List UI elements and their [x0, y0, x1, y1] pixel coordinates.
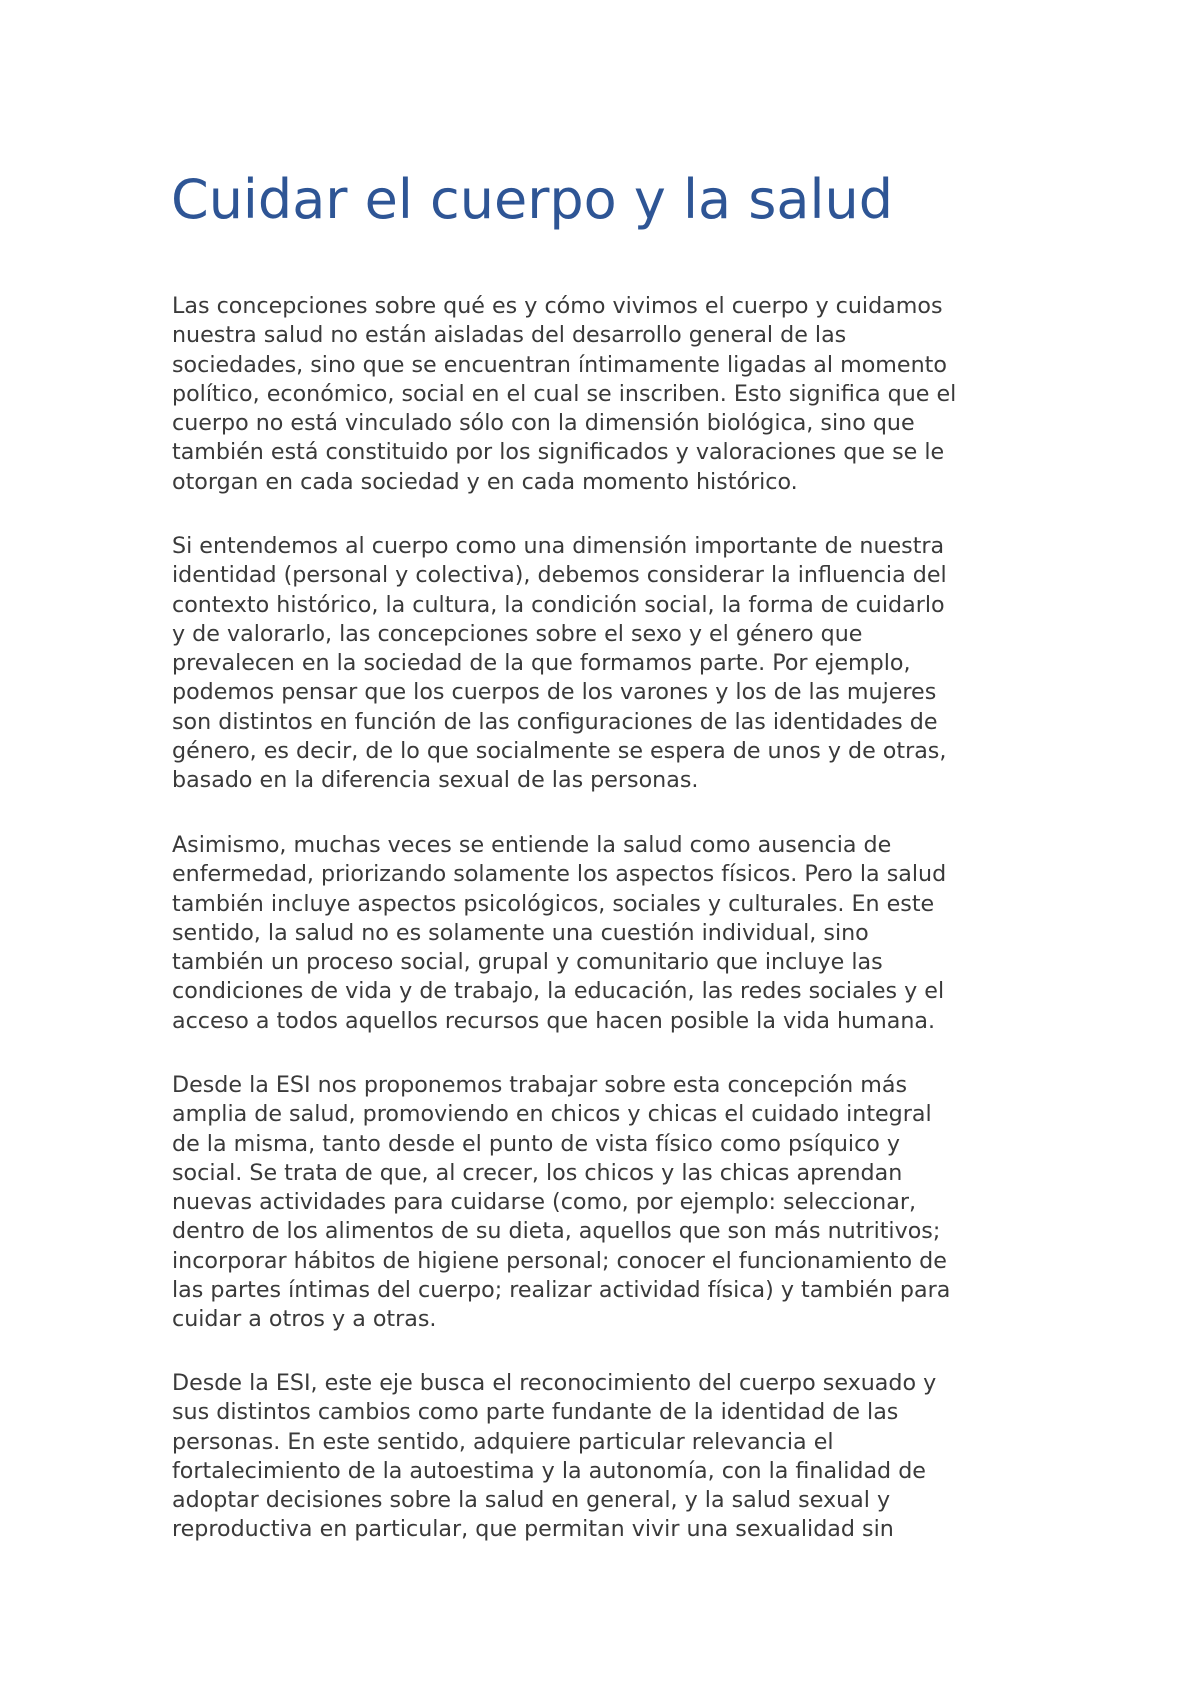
text-line: cuidar a otros y a otras.	[172, 1306, 437, 1333]
paragraph-body-identidad	[172, 532, 1052, 796]
text-line: sentido, la salud no es solamente una cuestión individual, sino	[172, 919, 869, 946]
text-line: Desde la ESI nos proponemos trabajar sobre esta concepción más	[172, 1072, 908, 1098]
text-line: contexto histórico, la cultura, la condición social, la forma de cuidarlo	[172, 591, 945, 618]
text-line: y de valorarlo, las concepciones sobre el sexo y el género que	[172, 620, 863, 647]
text-line: dentro de los alimentos de su dieta, aquellos que son más nutritivos;	[172, 1218, 941, 1245]
text-line: sociedades, sino que se encuentran íntimamente ligadas al momento	[172, 351, 947, 378]
text-line: también está constituido por los significados y valoraciones que se le	[172, 439, 945, 466]
text-line: amplia de salud, promoviendo en chicos y chicas el cuidado integral	[172, 1101, 932, 1128]
text-line: acceso a todos aquellos recursos que hacen posible la vida humana.	[172, 1007, 936, 1034]
text-line: cuerpo no está vinculado sólo con la dimensión biológica, sino que	[172, 410, 915, 437]
text-line: también incluye aspectos psicológicos, sociales y culturales. En este	[172, 890, 935, 917]
text-line: incorporar hábitos de higiene personal; conocer el funcionamiento de	[172, 1247, 947, 1274]
text-line: personas. En este sentido, adquiere particular relevancia el	[172, 1428, 834, 1455]
page-title: Cuidar el cuerpo y la salud	[171, 168, 893, 231]
paragraph-body-esi-cuerpo	[172, 1369, 1052, 1545]
paragraph-body-concepciones	[172, 292, 1052, 497]
text-line: podemos pensar que los cuerpos de los varones y los de las mujeres	[172, 679, 937, 706]
text-line: también un proceso social, grupal y comunitario que incluye las	[172, 949, 883, 976]
text-line: prevalecen en la sociedad de la que formamos parte. Por ejemplo,	[172, 650, 911, 677]
text-line: otorgan en cada sociedad y en cada momento histórico.	[172, 468, 798, 495]
text-line: basado en la diferencia sexual de las personas.	[172, 767, 699, 794]
text-line: Si entendemos al cuerpo como una dimensión importante de nuestra	[172, 533, 945, 559]
text-line: político, económico, social en el cual se inscriben. Esto significa que el	[172, 380, 957, 407]
text-line: fortalecimiento de la autoestima y la autonomía, con la finalidad de	[172, 1457, 926, 1484]
text-line: adoptar decisiones sobre la salud en general, y la salud sexual y	[172, 1487, 891, 1514]
text-line: Asimismo, muchas veces se entiende la salud como ausencia de	[172, 832, 892, 858]
text-line: nuestra salud no están aisladas del desarrollo general de las	[172, 322, 847, 349]
text-line: de la misma, tanto desde el punto de vista físico como psíquico y	[172, 1130, 901, 1157]
text-line: sus distintos cambios como parte fundante de la identidad de las	[172, 1399, 899, 1426]
paragraph-body-salud	[172, 831, 1052, 1036]
paragraph-body-esi-salud	[172, 1071, 1052, 1335]
text-line: nuevas actividades para cuidarse (como, por ejemplo: seleccionar,	[172, 1189, 917, 1216]
text-line: Las concepciones sobre qué es y cómo vivimos el cuerpo y cuidamos	[172, 293, 943, 319]
text-line: las partes íntimas del cuerpo; realizar actividad física) y también para	[172, 1277, 951, 1304]
text-line: social. Se trata de que, al crecer, los chicos y las chicas aprendan	[172, 1159, 903, 1186]
text-line: son distintos en función de las configuraciones de las identidades de	[172, 708, 938, 735]
text-line: reproductiva en particular, que permitan vivir una sexualidad sin	[172, 1516, 894, 1543]
text-line: condiciones de vida y de trabajo, la educación, las redes sociales y el	[172, 978, 945, 1005]
text-line: identidad (personal y colectiva), debemos considerar la influencia del	[172, 562, 947, 589]
text-line: género, es decir, de lo que socialmente se espera de unos y de otras,	[172, 738, 947, 765]
text-line: Desde la ESI, este eje busca el reconocimiento del cuerpo sexuado y	[172, 1370, 937, 1396]
text-line: enfermedad, priorizando solamente los aspectos físicos. Pero la salud	[172, 861, 947, 888]
